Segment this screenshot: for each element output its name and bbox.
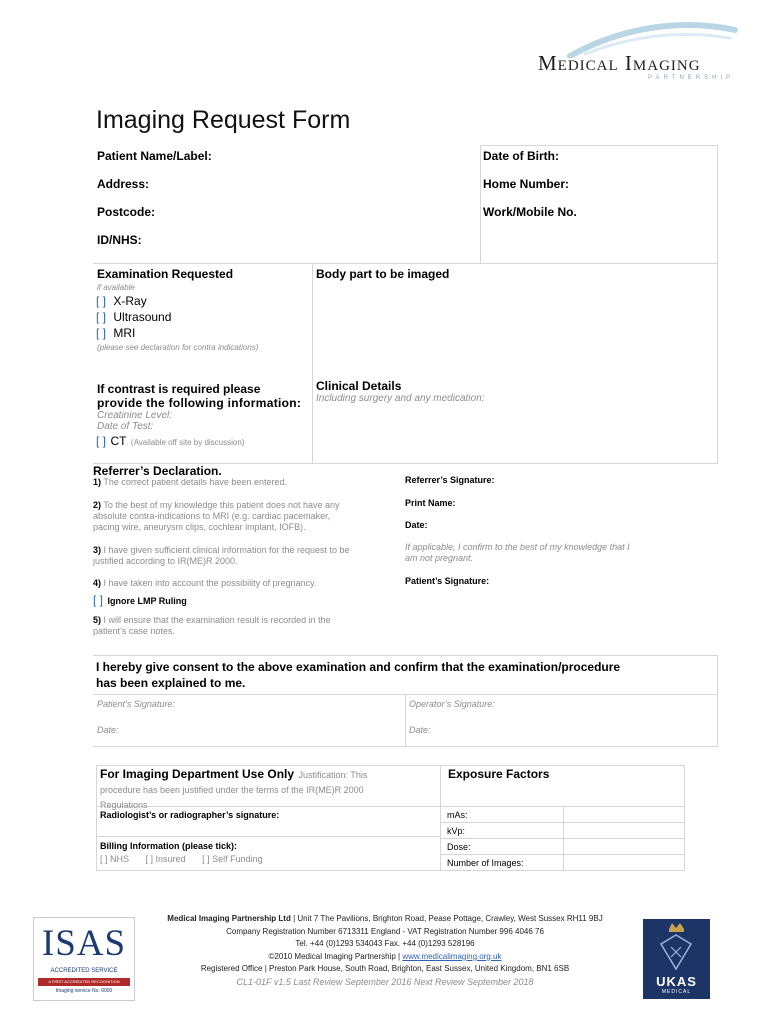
- exposure-kvp: kVp:: [447, 826, 466, 836]
- brand-sub: PARTNERSHIP: [648, 75, 735, 81]
- referrer-title: Referrer’s Declaration.: [93, 464, 222, 478]
- isas-logo-text: ISAS: [41, 923, 127, 964]
- checkbox-lmp[interactable]: [ ]: [93, 593, 104, 607]
- dept-title-block: For Imaging Department Use Only Justification: This procedure has been justified under the terms of the IR(ME)R 2000 Regulations: [100, 767, 368, 810]
- body-part-title: Body part to be imaged: [316, 267, 450, 281]
- referrer-signature-label: Referrer’s Signature:: [405, 475, 495, 485]
- contrast-title-2: provide the following information:: [97, 396, 302, 410]
- isas-band: A FIRST ACCREDITED RECOGNITION: [38, 978, 130, 986]
- checkbox-ct[interactable]: [ ]: [96, 434, 107, 448]
- billing-options: [100, 854, 263, 864]
- billing-title: Billing Information (please tick):: [100, 841, 238, 851]
- consent-patient-signature: Patient’s Signature:: [97, 699, 175, 709]
- ct-option[interactable]: [96, 432, 244, 450]
- declaration-item-3: 3) I have given sufficient clinical information for the request to be justified according to IR(ME)R 2000.: [93, 545, 350, 566]
- declaration-item-5: 5) I will ensure that the examination result is recorded in the patient’s case notes.: [93, 615, 331, 636]
- dept-title: For Imaging Department Use Only: [100, 767, 295, 781]
- exam-option-label: Ultrasound: [113, 310, 172, 324]
- consent-date-right: Date:: [409, 725, 431, 735]
- exam-option-xray[interactable]: [96, 294, 147, 308]
- footer-registered-office: Registered Office | Preston Park House, South Road, Brighton, East Sussex, United Kingdom, BN1 6SB: [200, 964, 570, 974]
- patient-name-label: Patient Name/Label:: [97, 149, 212, 163]
- address-label: Address:: [97, 177, 150, 191]
- footer-address: Medical Imaging Partnership Ltd | Unit 7 The Pavilions, Brighton Road, Pease Pottage, Crawley, West Sussex RH11 9BJ: [167, 914, 603, 923]
- isas-sub: ACCREDITED SERVICE: [50, 968, 118, 974]
- exam-title: Examination Requested: [97, 267, 234, 281]
- exposure-title: Exposure Factors: [448, 767, 550, 781]
- checkbox-mri[interactable]: [ ]: [96, 326, 107, 340]
- ukas-badge: [643, 919, 710, 999]
- lmp-option[interactable]: [93, 591, 187, 609]
- consent-date-left: Date:: [97, 725, 119, 735]
- footer-phone: Tel. +44 (0)1293 534043 Fax. +44 (0)1293 528196: [295, 939, 475, 949]
- exposure-mas: mAs:: [447, 810, 468, 820]
- ukas-crown-icon: [643, 919, 710, 973]
- id-nhs-label: ID/NHS:: [97, 233, 142, 247]
- clinical-title: Clinical Details: [316, 379, 402, 393]
- exam-option-mri[interactable]: [96, 326, 135, 340]
- brand-logo: [530, 18, 745, 88]
- exposure-dose: Dose:: [447, 842, 471, 852]
- declaration-item-2: 2) To the best of my knowledge this patient does not have any absolute contra-indications to MRI (e.g. cardiac pacemaker, pacing wire, aneurysm clips, cochlear implant, IOFB).: [93, 500, 340, 532]
- justification-text: Justification: This: [298, 770, 368, 780]
- contrast-title-1: If contrast is required please: [97, 382, 261, 396]
- exposure-images: Number of Images:: [447, 858, 524, 868]
- ukas-text: UKAS: [656, 974, 697, 989]
- ct-label: CT: [110, 434, 127, 448]
- creatinine-label: Creatinine Level:: [97, 410, 173, 421]
- website-link[interactable]: www.medicalimaging.org.uk: [402, 951, 502, 961]
- home-number-label: Home Number:: [483, 177, 570, 191]
- exam-note: (please see declaration for contra indications): [97, 343, 259, 352]
- billing-nhs[interactable]: [ ] NHS: [100, 854, 130, 864]
- declaration-item-4: 4) I have taken into account the possibility of pregnancy.: [93, 578, 317, 588]
- lmp-label: Ignore LMP Ruling: [107, 596, 187, 606]
- page-title: Imaging Request Form: [96, 106, 351, 134]
- exam-option-ultrasound[interactable]: [96, 310, 171, 324]
- exam-hint: if available: [97, 283, 135, 292]
- dob-label: Date of Birth:: [483, 149, 559, 163]
- consent-statement: I hereby give consent to the above examination and confirm that the examination/procedure has been explained to me.: [96, 660, 621, 690]
- print-name-label: Print Name:: [405, 498, 456, 508]
- exam-option-label: MRI: [113, 326, 136, 340]
- footer: [130, 913, 640, 989]
- pregnancy-confirmation: If applicable, I confirm to the best of my knowledge that I am not pregnant.: [405, 542, 630, 563]
- consent-operator-signature: Operator’s Signature:: [409, 699, 495, 709]
- footer-copyright: ©2010 Medical Imaging Partnership | www.medicalimaging.org.uk: [268, 951, 502, 961]
- clinical-hint: Including surgery and any medication:: [316, 393, 485, 404]
- billing-insured[interactable]: [ ] Insured: [145, 854, 186, 864]
- patient-signature-label: Patient’s Signature:: [405, 576, 490, 586]
- brand-name: Medical Imaging: [538, 51, 701, 75]
- declaration-item-1: 1) The correct patient details have been entered.: [93, 477, 287, 487]
- postcode-label: Postcode:: [97, 205, 156, 219]
- isas-number: Imaging service No. 0000: [55, 988, 113, 994]
- billing-self-funding[interactable]: [ ] Self Funding: [202, 854, 263, 864]
- radiologist-signature-label: Radiologist’s or radiographer’s signature:: [100, 810, 280, 820]
- ct-note: (Available off site by discussion): [130, 438, 245, 447]
- referrer-date-label: Date:: [405, 520, 428, 530]
- footer-registration: Company Registration Number 6713311 England - VAT Registration Number 996 4046 76: [226, 926, 544, 936]
- isas-badge: [33, 917, 135, 1001]
- exam-option-label: X-Ray: [113, 294, 147, 308]
- footer-version: CL1-01F v1.5 Last Review September 2016 Next Review September 2018: [236, 976, 534, 987]
- checkbox-xray[interactable]: [ ]: [96, 294, 107, 308]
- checkbox-ultrasound[interactable]: [ ]: [96, 310, 107, 324]
- ukas-sub: MEDICAL: [661, 989, 692, 995]
- work-mobile-label: Work/Mobile No.: [483, 205, 577, 219]
- date-of-test-label: Date of Test:: [97, 421, 154, 432]
